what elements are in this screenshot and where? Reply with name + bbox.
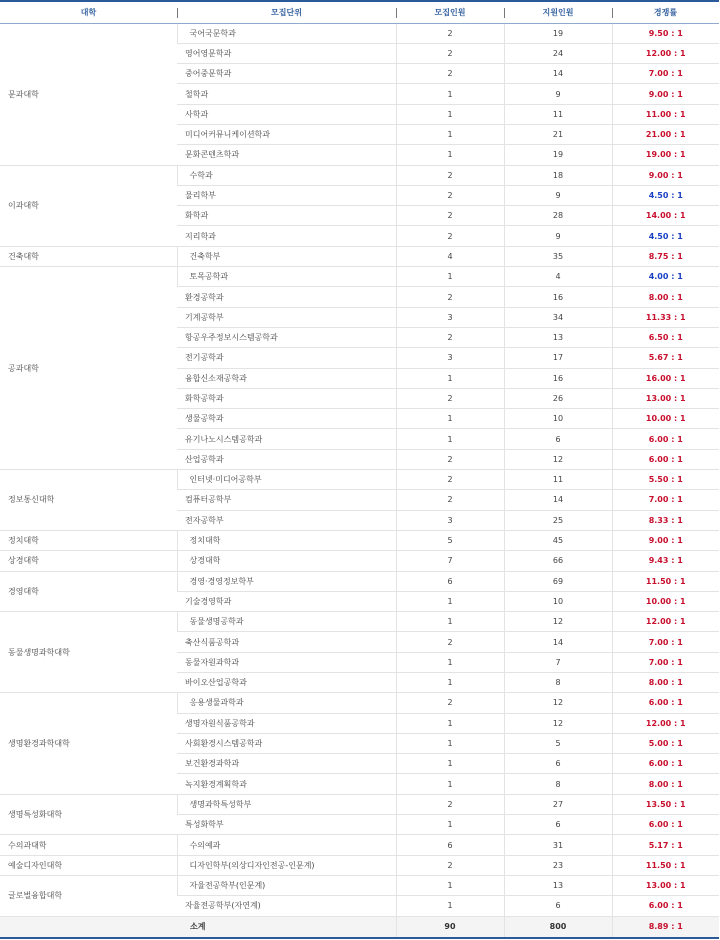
table-row [0,571,719,591]
header-separator [177,8,178,18]
rate-cell: 11.00 : 1 [612,104,719,124]
unit-name-cell: 자율전공학부(인문계) [177,875,396,895]
table-row [0,875,719,895]
applicants-cell: 19 [504,23,612,43]
quota-cell: 2 [396,693,504,713]
applicants-cell: 14 [504,490,612,510]
rate-cell: 13.50 : 1 [612,794,719,814]
applicants-cell: 14 [504,64,612,84]
unit-name-cell: 보건환경과학과 [177,754,396,774]
applicants-cell: 18 [504,165,612,185]
rate-cell: 6.00 : 1 [612,815,719,835]
applicants-cell: 11 [504,470,612,490]
quota-cell: 1 [396,652,504,672]
quota-cell: 3 [396,510,504,530]
unit-name-cell: 화학과 [177,206,396,226]
applicants-cell: 8 [504,774,612,794]
applicants-cell: 66 [504,551,612,571]
applicants-cell: 8 [504,673,612,693]
quota-cell: 2 [396,206,504,226]
header-college: 대학 [0,1,177,23]
rate-cell: 5.67 : 1 [612,348,719,368]
rate-cell: 6.00 : 1 [612,754,719,774]
rate-cell: 8.75 : 1 [612,246,719,266]
unit-name-cell: 인터넷·미디어공학부 [177,470,396,490]
applicants-cell: 10 [504,409,612,429]
unit-name-cell: 중어중문학과 [177,64,396,84]
unit-name-cell: 화학공학과 [177,388,396,408]
header-applicants: 지원인원 [504,1,612,23]
rate-cell: 13.00 : 1 [612,388,719,408]
rate-cell: 4.50 : 1 [612,226,719,246]
quota-cell: 6 [396,571,504,591]
unit-name-cell: 토목공학과 [177,267,396,287]
quota-cell: 2 [396,855,504,875]
quota-cell: 2 [396,43,504,63]
rate-cell: 8.00 : 1 [612,673,719,693]
table-row [0,165,719,185]
rate-cell: 16.00 : 1 [612,368,719,388]
quota-cell: 5 [396,530,504,550]
unit-name-cell: 기술경영학과 [177,591,396,611]
rate-cell: 5.00 : 1 [612,733,719,753]
rate-cell: 7.00 : 1 [612,64,719,84]
table-row [0,267,719,287]
quota-cell: 2 [396,64,504,84]
quota-cell: 1 [396,875,504,895]
applicants-cell: 5 [504,733,612,753]
unit-name-cell: 건축학부 [177,246,396,266]
quota-cell: 2 [396,794,504,814]
rate-cell: 14.00 : 1 [612,206,719,226]
unit-name-cell: 컴퓨터공학부 [177,490,396,510]
college-cell: 정보통신대학 [0,470,177,531]
applicants-cell: 6 [504,896,612,916]
quota-cell: 2 [396,388,504,408]
unit-name-cell: 생명과학특성학부 [177,794,396,814]
quota-cell: 2 [396,449,504,469]
applicants-cell: 69 [504,571,612,591]
college-cell: 경영대학 [0,571,177,612]
unit-name-cell: 동물자원과학과 [177,652,396,672]
quota-cell: 2 [396,185,504,205]
header-rate: 경쟁률 [612,1,719,23]
rate-cell: 11.50 : 1 [612,855,719,875]
applicants-cell: 12 [504,713,612,733]
applicants-cell: 6 [504,815,612,835]
unit-name-cell: 응용생물과학과 [177,693,396,713]
unit-name-cell: 상경대학 [177,551,396,571]
applicants-cell: 11 [504,104,612,124]
college-cell: 생명환경과학대학 [0,693,177,794]
unit-name-cell: 정치대학 [177,530,396,550]
table-body [0,23,719,916]
applicants-cell: 16 [504,287,612,307]
rate-cell: 4.00 : 1 [612,267,719,287]
rate-cell: 9.50 : 1 [612,23,719,43]
unit-name-cell: 바이오산업공학과 [177,673,396,693]
unit-name-cell: 전기공학과 [177,348,396,368]
table-row [0,794,719,814]
unit-name-cell: 유기나노시스템공학과 [177,429,396,449]
college-cell: 문과대학 [0,23,177,165]
unit-name-cell: 지리학과 [177,226,396,246]
unit-name-cell: 산업공학과 [177,449,396,469]
college-cell: 수의과대학 [0,835,177,855]
applicants-cell: 9 [504,185,612,205]
quota-cell: 2 [396,490,504,510]
table-row [0,612,719,632]
college-cell: 동물생명과학대학 [0,612,177,693]
applicants-cell: 45 [504,530,612,550]
quota-cell: 1 [396,267,504,287]
college-cell: 상경대학 [0,551,177,571]
unit-name-cell: 철학과 [177,84,396,104]
rate-cell: 4.50 : 1 [612,185,719,205]
total-quota: 90 [396,916,504,938]
quota-cell: 1 [396,591,504,611]
unit-name-cell: 경영·경영정보학부 [177,571,396,591]
rate-cell: 11.33 : 1 [612,307,719,327]
rate-cell: 5.17 : 1 [612,835,719,855]
rate-cell: 12.00 : 1 [612,612,719,632]
header-quota: 모집인원 [396,1,504,23]
rate-cell: 11.50 : 1 [612,571,719,591]
quota-cell: 1 [396,754,504,774]
college-cell: 공과대학 [0,267,177,470]
quota-cell: 1 [396,124,504,144]
quota-cell: 2 [396,226,504,246]
unit-name-cell: 문화콘텐츠학과 [177,145,396,165]
college-cell: 이과대학 [0,165,177,246]
applicants-cell: 24 [504,43,612,63]
college-cell: 정치대학 [0,530,177,550]
header-separator [612,8,613,18]
quota-cell: 1 [396,815,504,835]
applicants-cell: 6 [504,429,612,449]
quota-cell: 4 [396,246,504,266]
rate-cell: 10.00 : 1 [612,409,719,429]
unit-name-cell: 축산식품공학과 [177,632,396,652]
applicants-cell: 21 [504,124,612,144]
quota-cell: 2 [396,632,504,652]
total-rate: 8.89 : 1 [612,916,719,938]
unit-name-cell: 사회환경시스템공학과 [177,733,396,753]
table-row [0,551,719,571]
quota-cell: 3 [396,348,504,368]
unit-name-cell: 특성화학부 [177,815,396,835]
applicants-cell: 19 [504,145,612,165]
table-row [0,470,719,490]
quota-cell: 7 [396,551,504,571]
rate-cell: 6.00 : 1 [612,449,719,469]
quota-cell: 2 [396,470,504,490]
total-label: 소계 [0,916,396,938]
table-row [0,835,719,855]
applicants-cell: 12 [504,612,612,632]
rate-cell: 7.00 : 1 [612,490,719,510]
rate-cell: 9.00 : 1 [612,84,719,104]
applicants-cell: 35 [504,246,612,266]
applicants-cell: 23 [504,855,612,875]
unit-name-cell: 항공우주정보시스템공학과 [177,327,396,347]
rate-cell: 8.33 : 1 [612,510,719,530]
applicants-cell: 28 [504,206,612,226]
applicants-cell: 4 [504,267,612,287]
unit-name-cell: 디자인학부(의상디자인전공-인문계) [177,855,396,875]
header-separator [504,8,505,18]
table-row [0,23,719,43]
total-applicants: 800 [504,916,612,938]
rate-cell: 12.00 : 1 [612,43,719,63]
unit-name-cell: 수의예과 [177,835,396,855]
quota-cell: 2 [396,23,504,43]
unit-name-cell: 영어영문학과 [177,43,396,63]
rate-cell: 6.50 : 1 [612,327,719,347]
rate-cell: 5.50 : 1 [612,470,719,490]
applicants-cell: 13 [504,327,612,347]
applicants-cell: 9 [504,84,612,104]
quota-cell: 1 [396,713,504,733]
rate-cell: 9.00 : 1 [612,165,719,185]
table-header-row [0,1,719,23]
rate-cell: 9.00 : 1 [612,530,719,550]
college-cell: 건축대학 [0,246,177,266]
quota-cell: 1 [396,733,504,753]
table-row [0,855,719,875]
rate-cell: 6.00 : 1 [612,896,719,916]
unit-name-cell: 전자공학부 [177,510,396,530]
unit-name-cell: 생명자원식품공학과 [177,713,396,733]
college-cell: 글로벌융합대학 [0,875,177,916]
unit-name-cell: 생물공학과 [177,409,396,429]
rate-cell: 13.00 : 1 [612,875,719,895]
unit-name-cell: 미디어커뮤니케이션학과 [177,124,396,144]
applicants-cell: 6 [504,754,612,774]
quota-cell: 2 [396,327,504,347]
rate-cell: 7.00 : 1 [612,652,719,672]
applicants-cell: 12 [504,449,612,469]
quota-cell: 1 [396,429,504,449]
rate-cell: 6.00 : 1 [612,429,719,449]
unit-name-cell: 사학과 [177,104,396,124]
applicants-cell: 27 [504,794,612,814]
rate-cell: 8.00 : 1 [612,287,719,307]
total-row [0,916,719,938]
applicants-cell: 9 [504,226,612,246]
unit-name-cell: 자율전공학부(자연계) [177,896,396,916]
applicants-cell: 34 [504,307,612,327]
college-cell: 생명특성화대학 [0,794,177,835]
unit-name-cell: 녹지환경계획학과 [177,774,396,794]
applicants-cell: 13 [504,875,612,895]
quota-cell: 1 [396,368,504,388]
quota-cell: 1 [396,104,504,124]
table-row [0,530,719,550]
unit-name-cell: 물리학부 [177,185,396,205]
quota-cell: 3 [396,307,504,327]
header-separator [396,8,397,18]
unit-name-cell: 동물생명공학과 [177,612,396,632]
quota-cell: 2 [396,165,504,185]
applicants-cell: 10 [504,591,612,611]
applicants-cell: 31 [504,835,612,855]
unit-name-cell: 환경공학과 [177,287,396,307]
table-row [0,693,719,713]
applicants-cell: 17 [504,348,612,368]
rate-cell: 7.00 : 1 [612,632,719,652]
unit-name-cell: 국어국문학과 [177,23,396,43]
quota-cell: 1 [396,673,504,693]
applicants-cell: 14 [504,632,612,652]
header-unit: 모집단위 [177,1,396,23]
quota-cell: 6 [396,835,504,855]
quota-cell: 1 [396,896,504,916]
applicants-cell: 26 [504,388,612,408]
table-row [0,246,719,266]
applicants-cell: 25 [504,510,612,530]
quota-cell: 1 [396,84,504,104]
applicants-cell: 7 [504,652,612,672]
quota-cell: 1 [396,145,504,165]
unit-name-cell: 융합신소재공학과 [177,368,396,388]
quota-cell: 1 [396,409,504,429]
applicants-cell: 12 [504,693,612,713]
quota-cell: 1 [396,774,504,794]
quota-cell: 2 [396,287,504,307]
quota-cell: 1 [396,612,504,632]
rate-cell: 9.43 : 1 [612,551,719,571]
rate-cell: 21.00 : 1 [612,124,719,144]
rate-cell: 6.00 : 1 [612,693,719,713]
rate-cell: 10.00 : 1 [612,591,719,611]
rate-cell: 19.00 : 1 [612,145,719,165]
rate-cell: 12.00 : 1 [612,713,719,733]
unit-name-cell: 기계공학부 [177,307,396,327]
college-cell: 예술디자인대학 [0,855,177,875]
applicants-cell: 16 [504,368,612,388]
unit-name-cell: 수학과 [177,165,396,185]
rate-cell: 8.00 : 1 [612,774,719,794]
